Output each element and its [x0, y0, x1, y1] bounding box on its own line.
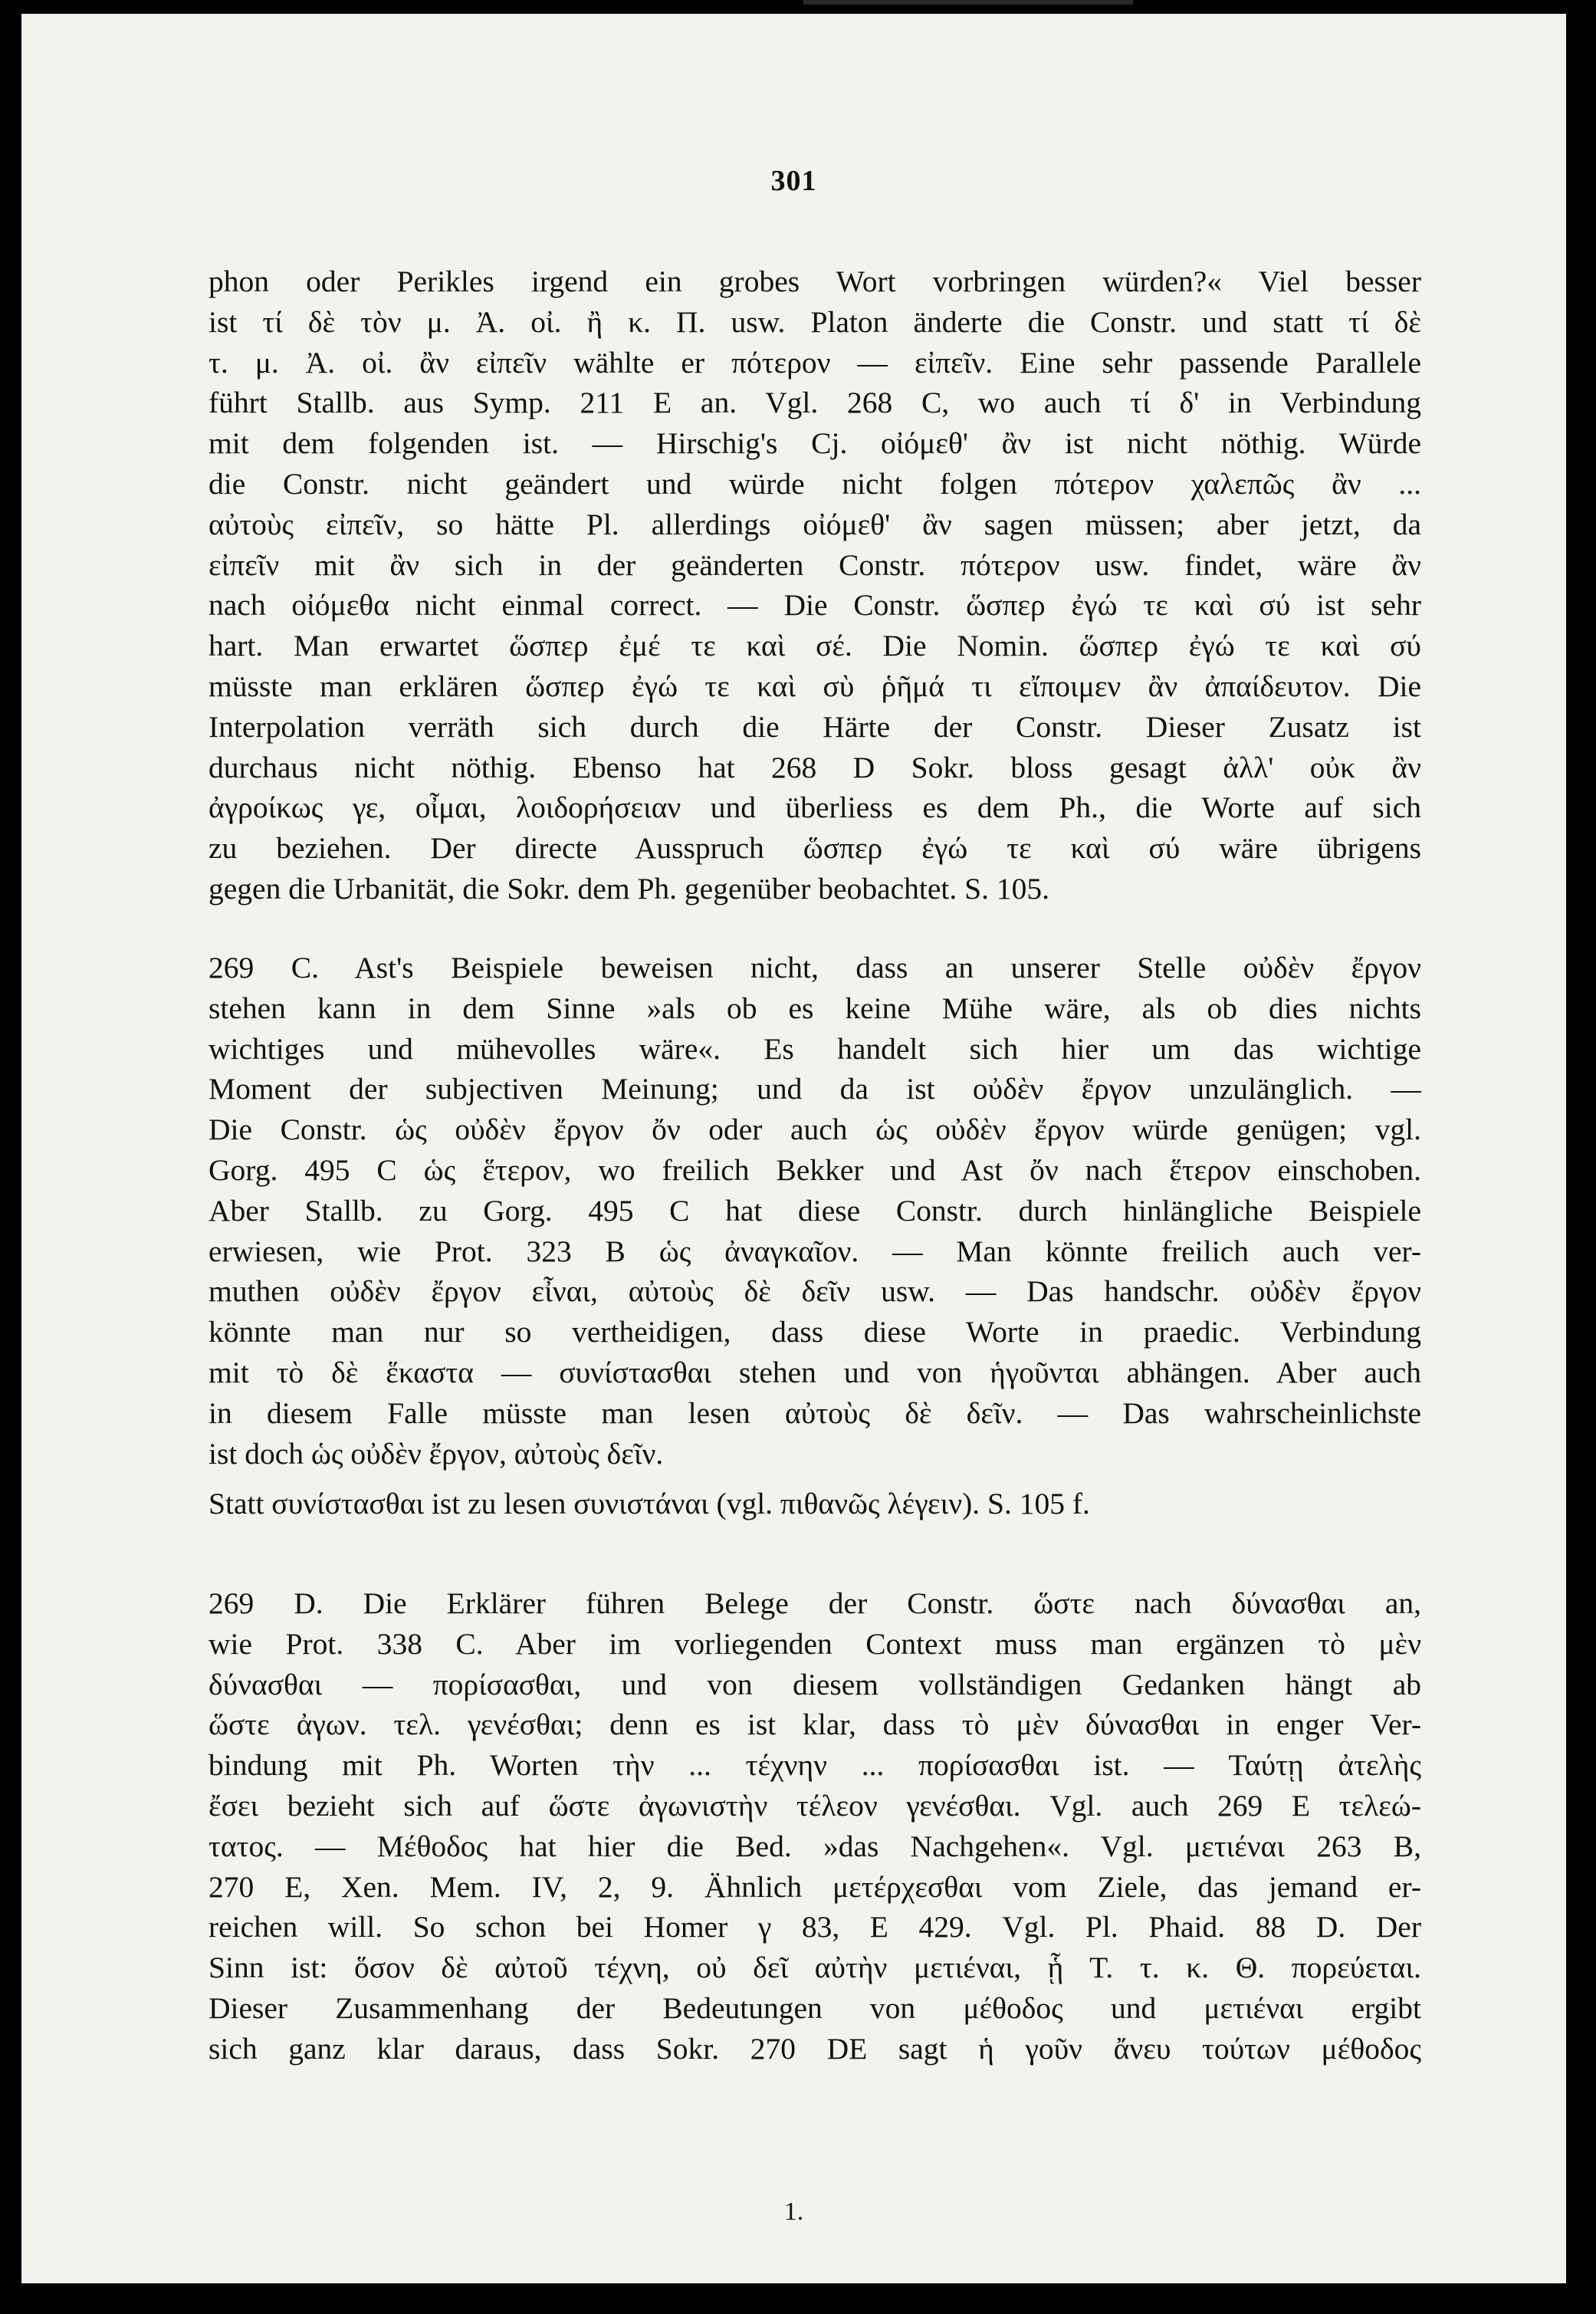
text-line: sich ganz klar daraus, dass Sokr. 270 DE sagt ἡ γοῦν ἄνευ τούτων μέθοδος — [209, 2031, 1421, 2066]
text-line: Moment der subjectiven Meinung; und da ist οὐδὲν ἔργον unzulänglich. — — [209, 1072, 1421, 1106]
document-page — [21, 14, 1566, 2283]
paragraph-3 — [209, 1484, 1421, 1524]
text-line: ἔσει bezieht sich auf ὥστε ἀγωνιστὴν τέλεον γενέσθαι. Vgl. auch 269 E τελεώ- — [209, 1788, 1421, 1823]
text-line: Gorg. 495 C ὡς ἕτερον, wo freilich Bekker und Ast ὄν nach ἕτερον einschoben. — [209, 1152, 1421, 1187]
text-line: Interpolation verräth sich durch die Härte der Constr. Dieser Zusatz ist — [209, 709, 1421, 744]
text-line: mit dem folgenden ist. — Hirschig's Cj. οἰόμεθ' ἂν ist nicht nöthig. Würde — [209, 426, 1421, 461]
text-line: Statt συνίστασθαι ist zu lesen συνιστάναι (vgl. πιθανῶς λέγειν). S. 105 f. — [209, 1487, 1090, 1520]
text-line: zu beziehen. Der directe Ausspruch ὥσπερ ἐγώ τε καὶ σύ wäre übrigens — [209, 831, 1421, 866]
text-line: wie Prot. 338 C. Aber im vorliegenden Context muss man ergänzen τὸ μὲν — [209, 1626, 1421, 1661]
text-line: durchaus nicht nöthig. Ebenso hat 268 D Sokr. bloss gesagt ἀλλ' οὐκ ἂν — [209, 750, 1421, 784]
paragraph-4 — [209, 1583, 1421, 2069]
text-line: führt Stallb. aus Symp. 211 E an. Vgl. 268 C, wo auch τί δ' in Verbindung — [209, 386, 1421, 420]
text-line: reichen will. So schon bei Homer γ 83, Ε 429. Vgl. Pl. Phaid. 88 D. Der — [209, 1910, 1421, 1944]
paragraph-2 — [209, 948, 1421, 1474]
text-line: mit τὸ δὲ ἕκαστα — συνίστασθαι stehen und von ἡγοῦνται abhängen. Aber auch — [209, 1355, 1421, 1389]
text-line: Die Constr. ὡς οὐδὲν ἔργον ὄν oder auch ὡς οὐδὲν ἔργον würde genügen; vgl. — [209, 1113, 1421, 1147]
text-line: müsste man erklären ὥσπερ ἐγώ τε καὶ σὺ ῥῆμά τι εἴποιμεν ἂν ἀπαίδευτον. Die — [209, 669, 1421, 703]
text-line: τ. μ. Ἀ. οἰ. ἂν εἰπεῖν wählte er πότερον — εἰπεῖν. Eine sehr passende Parallele — [209, 345, 1421, 380]
text-line: Sinn ist: ὅσον δὲ αὐτοῦ τέχνη, οὐ δεῖ αὐτὴν μετιέναι, ᾗ Τ. τ. κ. Θ. πορεύεται. — [209, 1951, 1421, 1985]
text-line: wichtiges und mühevolles wäre«. Es handelt sich hier um das wichtige — [209, 1031, 1421, 1066]
text-line: gegen die Urbanität, die Sokr. dem Ph. gegenüber beobachtet. S. 105. — [209, 871, 1049, 906]
text-line: die Constr. nicht geändert und würde nicht folgen πότερον χαλεπῶς ἂν ... — [209, 466, 1421, 501]
text-line: phon oder Perikles irgend ein grobes Wort vorbringen würden?« Viel besser — [209, 265, 1421, 298]
scan-edge-mark — [803, 0, 1133, 5]
text-line: stehen kann in dem Sinne »als ob es keine Mühe wäre, als ob dies nichts — [209, 991, 1421, 1025]
text-line: ist doch ὡς οὐδὲν ἔργον, αὐτοὺς δεῖν. — [209, 1436, 664, 1471]
text-line: Dieser Zusammenhang der Bedeutungen von μέθοδος und μετιέναι ergibt — [209, 1990, 1421, 2025]
text-line: könnte man nur so vertheidigen, dass diese Worte in praedic. Verbindung — [209, 1315, 1421, 1349]
text-line: Aber Stallb. zu Gorg. 495 C hat diese Constr. durch hinlängliche Beispiele — [209, 1193, 1421, 1228]
text-line: εἰπεῖν mit ἂν sich in der geänderten Constr. πότερον usw. findet, wäre ἂν — [209, 547, 1421, 582]
text-line: αὐτοὺς εἰπεῖν, so hätte Pl. allerdings οἰόμεθ' ἂν sagen müssen; aber jetzt, da — [209, 507, 1421, 541]
text-line: hart. Man erwartet ὥσπερ ἐμέ τε καὶ σέ. Die Nomin. ὥσπερ ἐγώ τε καὶ σύ — [209, 629, 1421, 663]
text-line: τατος. — Μέθοδος hat hier die Bed. »das Nachgehen«. Vgl. μετιέναι 263 B, — [209, 1829, 1421, 1863]
text-line: 270 E, Xen. Mem. IV, 2, 9. Ähnlich μετέρχεσθαι vom Ziele, das jemand er- — [209, 1869, 1421, 1904]
text-line: ὥστε ἀγων. τελ. γενέσθαι; denn es ist klar, dass τὸ μὲν δύνασθαι in enger Ver- — [209, 1708, 1421, 1742]
text-line: ἀγροίκως γε, οἶμαι, λοιδορήσειαν und überliess es dem Ph., die Worte auf sich — [209, 791, 1421, 825]
text-line: nach οἰόμεθα nicht einmal correct. — Die Constr. ὥσπερ ἐγώ τε καὶ σύ ist sehr — [209, 588, 1421, 623]
text-line: in diesem Falle müsste man lesen αὐτοὺς δὲ δεῖν. — Das wahrscheinlichste — [209, 1395, 1421, 1430]
page-number: 301 — [770, 165, 817, 197]
text-line: muthen οὐδὲν ἔργον εἶναι, αὐτοὺς δὲ δεῖν usw. — Das handschr. οὐδὲν ἔργον — [209, 1274, 1421, 1309]
paragraph-1 — [209, 261, 1421, 909]
text-line: 269 D. Die Erklärer führen Belege der Constr. ὥστε nach δύνασθαι an, — [209, 1586, 1421, 1620]
text-line: bindung mit Ph. Worten τὴν ... τέχνην ... πορίσασθαι ist. — Ταύτῃ ἀτελὴς — [209, 1748, 1421, 1783]
footer-signature-mark: 1. — [783, 2197, 804, 2226]
text-line: erwiesen, wie Prot. 323 B ὡς ἀναγκαῖον. — Man könnte freilich auch ver- — [209, 1234, 1421, 1268]
text-line: ist τί δὲ τὸν μ. Ἀ. οἰ. ἢ κ. Π. usw. Platon änderte die Constr. und statt τί δὲ — [209, 304, 1421, 339]
text-line: δύνασθαι — πορίσασθαι, und von diesem vollständigen Gedanken hängt ab — [209, 1667, 1421, 1701]
text-line: 269 C. Ast's Beispiele beweisen nicht, dass an unserer Stelle οὐδὲν ἔργον — [209, 951, 1421, 984]
